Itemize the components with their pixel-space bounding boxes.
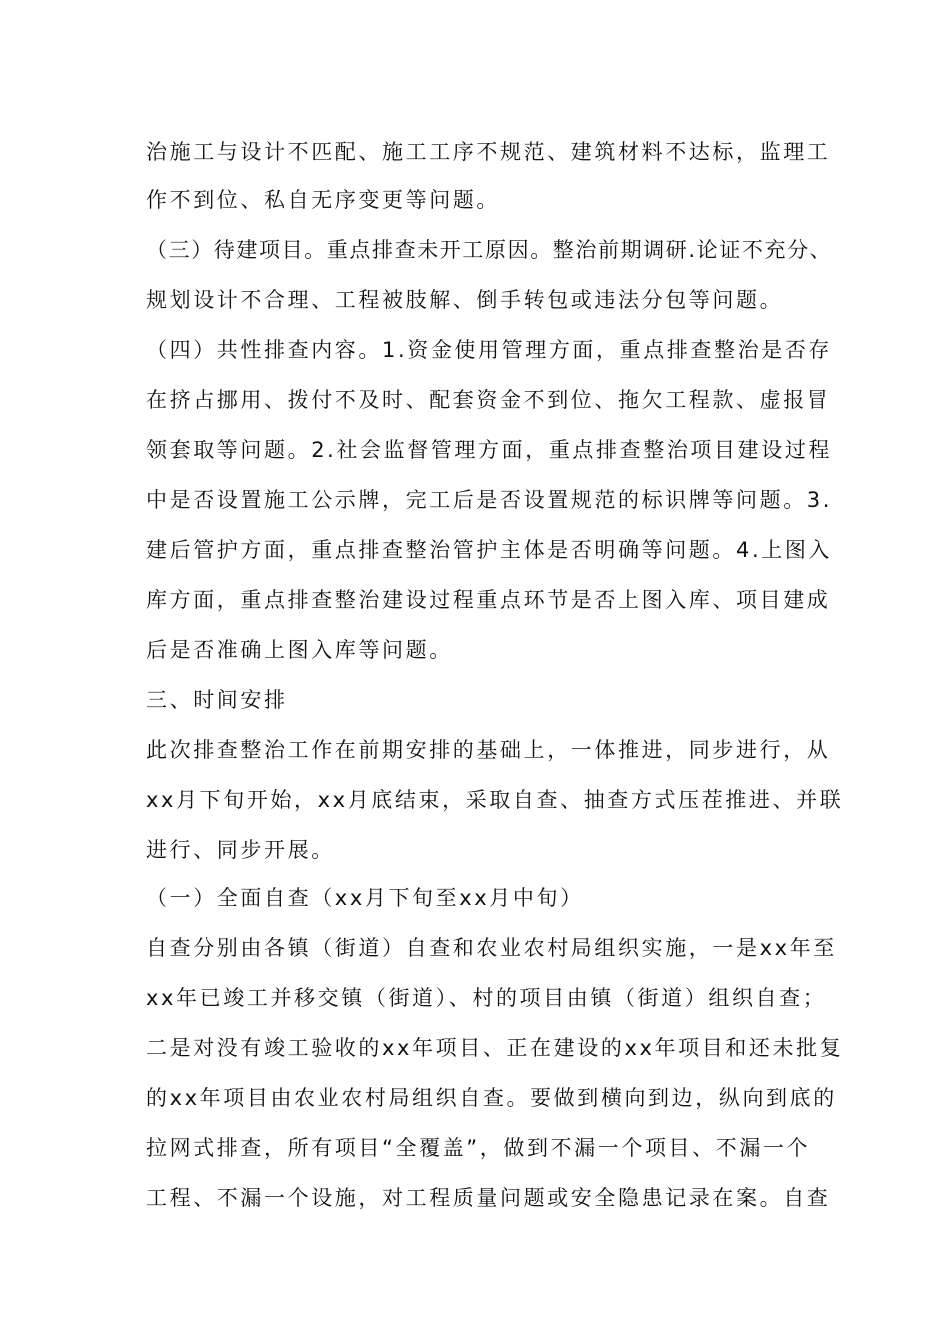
text-line: （四）共性排查内容。1.资金使用管理方面，重点排查整治是否存 (146, 338, 833, 362)
text-line: 库方面，重点排查整治建设过程重点环节是否上图入库、项目建成 (146, 588, 831, 612)
text-line: xx月下旬开始，xx月底结束，采取自查、抽查方式压茬推进、并联 (146, 788, 844, 812)
text-line: 规划设计不合理、工程被肢解、倒手转包或违法分包等问题。 (146, 288, 784, 312)
text-line: 在挤占挪用、拨付不及时、配套资金不到位、拖欠工程款、虚报冒 (146, 388, 831, 412)
text-line: 此次排查整治工作在前期安排的基础上，一体推进，同步进行，从 (146, 738, 831, 762)
text-line: 的xx年项目由农业农村局组织自查。要做到横向到边，纵向到底的 (146, 1086, 837, 1110)
text-line: 治施工与设计不匹配、施工工序不规范、建筑材料不达标，监理工 (146, 140, 831, 164)
text-line: （三）待建项目。重点排查未开工原因。整治前期调研.论证不充分、 (146, 238, 833, 262)
text-line: 建后管护方面，重点排查整治管护主体是否明确等问题。4.上图入 (146, 538, 833, 562)
text-line: 作不到位、私自无序变更等问题。 (146, 188, 500, 212)
text-line: 后是否准确上图入库等问题。 (146, 638, 453, 662)
subsection-heading: （一）全面自查（xx月下旬至xx月中旬） (146, 886, 584, 910)
text-line: 领套取等问题。2.社会监督管理方面，重点排查整治项目建设过程 (146, 438, 833, 462)
text-line: 中是否设置施工公示牌，完工后是否设置规范的标识牌等问题。3. (146, 488, 833, 512)
text-line: 进行、同步开展。 (146, 838, 335, 862)
section-heading: 三、时间安排 (146, 688, 288, 712)
text-line: 工程、不漏一个设施，对工程质量问题或安全隐患记录在案。自查 (146, 1186, 831, 1210)
text-line: xx年已竣工并移交镇（街道）、村的项目由镇（街道）组织自查； (146, 986, 827, 1010)
text-line: 拉网式排查，所有项目“全覆盖”，做到不漏一个项目、不漏一个 (146, 1136, 811, 1160)
text-line: 自查分别由各镇（街道）自查和农业农村局组织实施，一是xx年至 (146, 936, 837, 960)
text-line: 二是对没有竣工验收的xx年项目、正在建设的xx年项目和还未批复 (146, 1036, 844, 1060)
